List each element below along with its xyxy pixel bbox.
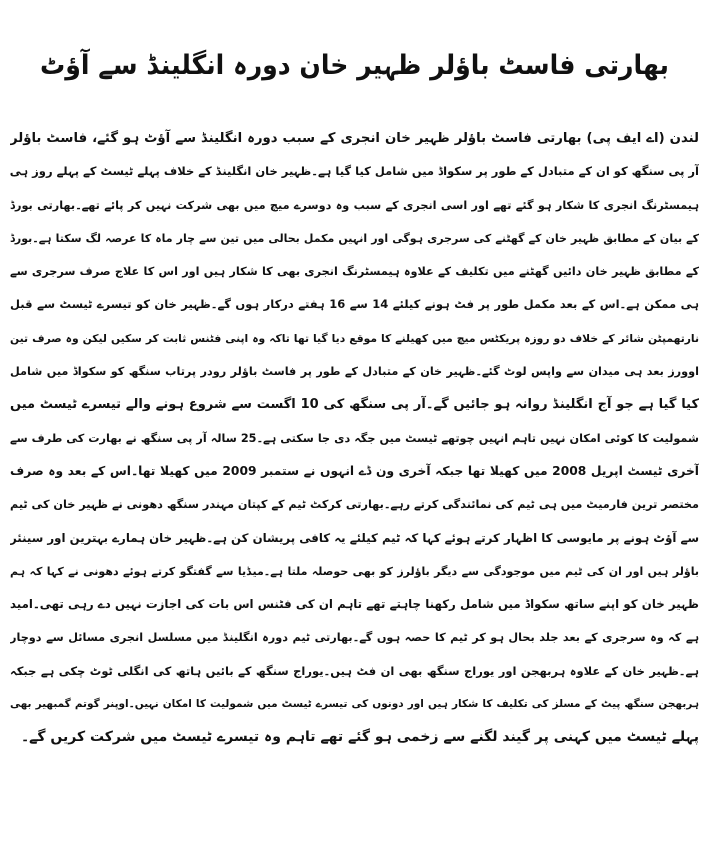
article-line: نارتھمپٹن شائر کے خلاف دو روزہ پریکٹس میچ میں کھیلنے کا موقع دیا گیا تھا تاکہ وہ اپنی فٹنس ثابت کر سکیں لیکن وہ صرف تین [10, 331, 699, 345]
article-body [10, 122, 699, 854]
article-line: کے مطابق ظہیر خان دائیں گھٹنے میں تکلیف کے علاوہ ہیمسٹرنگ انجری بھی کا شکار ہیں اور اس کا علاج صرف سرجری سے [10, 265, 699, 279]
article-line: آخری ٹیسٹ اپریل 2008 میں کھیلا تھا جبکہ آخری ون ڈے انہوں نے ستمبر 2009 میں کھیلا تھا۔اس کے بعد وہ صرف [10, 463, 699, 478]
headline: بھارتی فاسٹ باؤلر ظہیر خان دورہ انگلینڈ سے آؤٹ [40, 50, 669, 81]
article-line: کے بیان کے مطابق ظہیر خان کے گھٹنے کی سرجری ہوگی اور انہیں مکمل بحالی میں تین سے چار ماہ کا عرصہ لگ سکتا ہے۔بورڈ [10, 231, 699, 245]
article-line: لندن (اے ایف پی) بھارتی فاسٹ باؤلر ظہیر خان انجری کے سبب دورہ انگلینڈ سے آؤٹ ہو گئے، فاسٹ باؤلر [10, 131, 699, 146]
article-line: ہی ممکن ہے۔اس کے بعد مکمل طور پر فٹ ہونے کیلئے 14 سے 16 ہفتے درکار ہوں گے۔ظہیر خان کو تیسرے ٹیسٹ سے قبل [10, 297, 699, 312]
article-line: ہے۔ظہیر خان کے علاوہ ہربھجن اور یوراج سنگھ بھی ان فٹ ہیں۔یوراج سنگھ کے بائیں ہاتھ کی انگلی ٹوٹ چکی ہے جبکہ [10, 663, 699, 678]
article-line: ظہیر خان کو اپنے ساتھ سکواڈ میں شامل رکھنا چاہتے تھے تاہم ان کی فٹنس اس بات کی اجازت نہیں دے رہی تھی۔امید [10, 597, 699, 612]
article-line: اوورز بعد ہی میدان سے واپس لوٹ گئے۔ظہیر خان کے متبادل کے طور پر فاسٹ باؤلر رودر پرتاب سنگھ کو سکواڈ میں شامل [10, 365, 699, 379]
article-line: پہلے ٹیسٹ میں کہنی پر گیند لگنے سے زخمی ہو گئے تھے تاہم وہ تیسرے ٹیسٹ میں شرکت کریں گے۔ [20, 729, 699, 746]
article-line: باؤلر ہیں اور ان کی ٹیم میں موجودگی سے دیگر باؤلرز کو بھی حوصلہ ملتا ہے۔میڈیا سے گفتگو کرتے ہوئے دھونی نے کہا کہ ہم [10, 564, 699, 578]
article-line: مختصر ترین فارمیٹ میں ہی ٹیم کی نمائندگی کرتے رہے۔بھارتی کرکٹ ٹیم کے کپتان مہندر سنگھ دھونی نے ظہیر خان کی ٹیم [10, 498, 699, 512]
article-line: شمولیت کا کوئی امکان نہیں تاہم انہیں چوتھے ٹیسٹ میں جگہ دی جا سکتی ہے۔25 سالہ آر پی سنگھ نے بھارت کی طرف سے [10, 431, 699, 445]
article-line: ہیمسٹرنگ انجری کا شکار ہو گئے تھے اور اسی انجری کے سبب وہ دوسرے میچ میں بھی شرکت نہیں کر پائے تھے۔بھارتی بورڈ [10, 198, 699, 212]
article-line: کیا گیا ہے جو آج انگلینڈ روانہ ہو جائیں گے۔آر پی سنگھ کی 10 اگست سے شروع ہونے والے تیسرے ٹیسٹ میں [10, 397, 699, 413]
article-line: ہربھجن سنگھ پیٹ کے مسلز کی تکلیف کا شکار ہیں اور دونوں کی تیسرے ٹیسٹ میں شمولیت کا امکان نہیں۔اوپنر گوتم گمبھیر بھی [10, 698, 699, 711]
article-line: آر پی سنگھ کو ان کے متبادل کے طور پر سکواڈ میں شامل کیا گیا ہے۔ظہیر خان انگلینڈ کے خلاف پہلے ٹیسٹ کے پہلے روز ہی [10, 164, 699, 179]
article-line: ہے کہ وہ سرجری کے بعد جلد بحال ہو کر ٹیم کا حصہ ہوں گے۔بھارتی ٹیم دورہ انگلینڈ میں مسلسل انجری مسائل سے دوچار [10, 631, 699, 645]
article-line: سے آؤٹ ہونے پر مایوسی کا اظہار کرتے ہوئے کہا کہ ٹیم کیلئے یہ کافی پریشان کن ہے۔ظہیر خان ہمارے بہترین اور سینئر [10, 530, 699, 545]
